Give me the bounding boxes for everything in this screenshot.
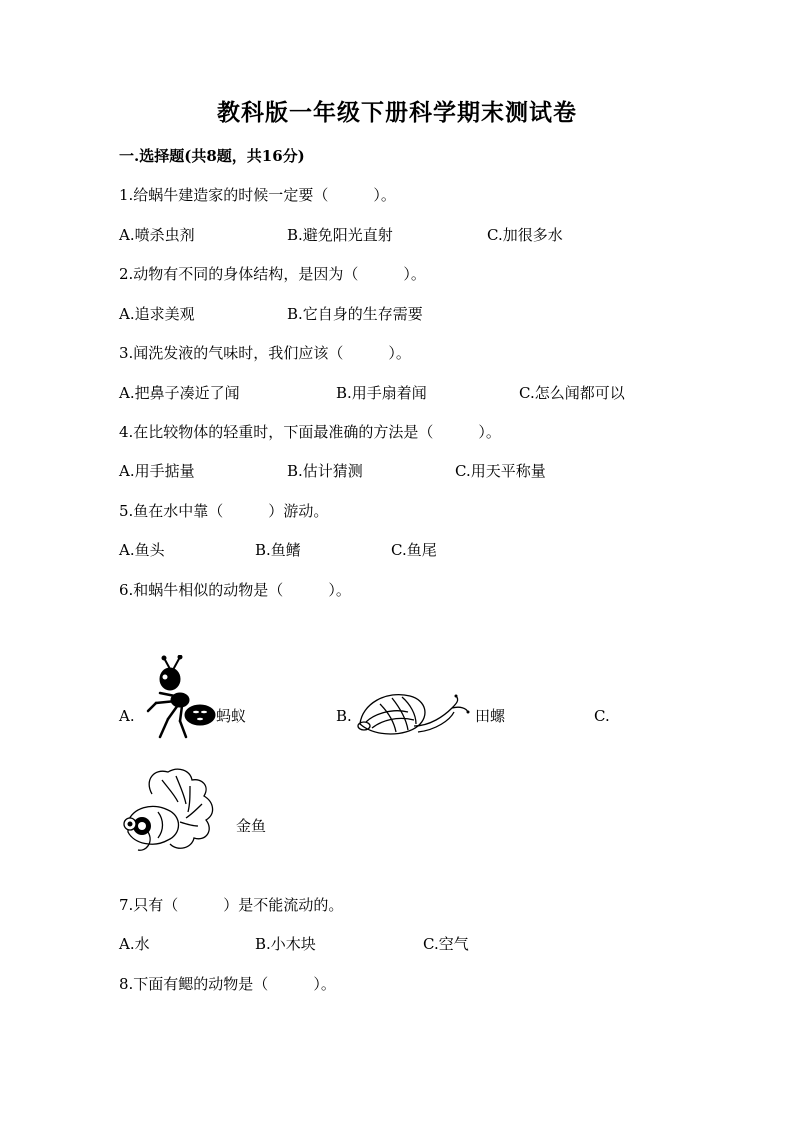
q1-option-c: C.加很多水	[487, 226, 563, 244]
question-5: 5.鱼在水中靠（ ）游动。	[119, 502, 329, 520]
question-4: 4.在比较物体的轻重时，下面最准确的方法是（ ）。	[119, 423, 501, 441]
snail-icon	[352, 686, 472, 742]
question-1: 1.给蜗牛建造家的时候一定要（ ）。	[119, 186, 396, 204]
q4-option-c: C.用天平称量	[455, 462, 546, 480]
q5-option-c: C.鱼尾	[391, 541, 437, 559]
q7-option-c: C.空气	[423, 935, 469, 953]
q7-option-a: A.水	[119, 935, 150, 953]
question-2: 2.动物有不同的身体结构，是因为（ ）。	[119, 265, 426, 283]
q2-option-a: A.追求美观	[119, 305, 195, 323]
q2-option-b: B.它自身的生存需要	[287, 305, 423, 323]
ant-icon	[140, 655, 216, 741]
q1-option-b: B.避免阳光直射	[287, 226, 393, 244]
q4-option-a: A.用手掂量	[119, 462, 195, 480]
question-6: 6.和蜗牛相似的动物是（ ）。	[119, 581, 351, 599]
q5-option-b: B.鱼鳍	[255, 541, 301, 559]
question-8: 8.下面有鳃的动物是（ ）。	[119, 975, 336, 993]
q6-option-c-label: 金鱼	[236, 817, 267, 835]
q1-option-a: A.喷杀虫剂	[119, 226, 195, 244]
q3-option-b: B.用手扇着闻	[336, 384, 427, 402]
q5-option-a: A.鱼头	[119, 541, 165, 559]
goldfish-icon	[118, 764, 236, 858]
question-3: 3.闻洗发液的气味时，我们应该（ ）。	[119, 344, 411, 362]
q7-option-b: B.小木块	[255, 935, 316, 953]
q6-option-c: C.	[594, 707, 610, 725]
q6-option-b: B.	[336, 707, 352, 725]
q6-option-a: A.	[119, 707, 135, 725]
q3-option-a: A.把鼻子凑近了闻	[119, 384, 240, 402]
question-7: 7.只有（ ）是不能流动的。	[119, 896, 344, 914]
section-heading: 一.选择题(共8题，共16分)	[119, 147, 305, 165]
page-title: 教科版一年级下册科学期末测试卷	[217, 99, 577, 126]
q3-option-c: C.怎么闻都可以	[519, 384, 625, 402]
q4-option-b: B.估计猜测	[287, 462, 363, 480]
q6-option-a-label: 蚂蚁	[216, 707, 247, 725]
q6-option-b-label: 田螺	[475, 707, 506, 725]
